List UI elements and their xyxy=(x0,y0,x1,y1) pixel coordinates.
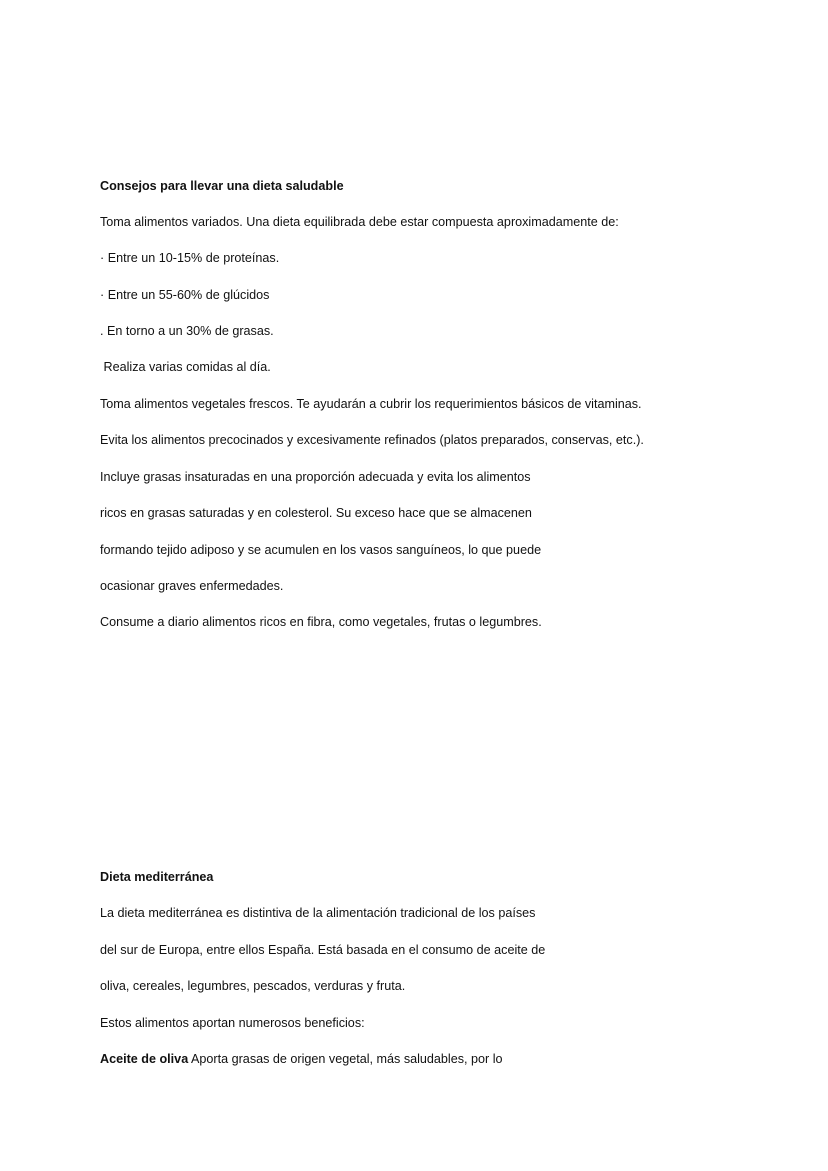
paragraph-line: formando tejido adiposo y se acumulen en los vasos sanguíneos, lo que puede xyxy=(100,543,542,557)
paragraph-line: ricos en grasas saturadas y en colesterol. Su exceso hace que se almacenen xyxy=(100,506,532,520)
section-heading: Dieta mediterránea xyxy=(100,870,214,884)
paragraph-line: La dieta mediterránea es distintiva de la alimentación tradicional de los países xyxy=(100,906,536,920)
paragraph-line: ocasionar graves enfermedades. xyxy=(100,579,284,593)
bold-term: Aceite de oliva xyxy=(100,1052,189,1066)
list-item: · Entre un 10-15% de proteínas. xyxy=(100,251,280,265)
section-heading: Consejos para llevar una dieta saludable xyxy=(100,179,344,193)
term-description: Aporta grasas de origen vegetal, más saludables, por lo xyxy=(188,1052,503,1066)
paragraph-line: Consume a diario alimentos ricos en fibra, como vegetales, frutas o legumbres. xyxy=(100,615,542,629)
paragraph-line: del sur de Europa, entre ellos España. Está basada en el consumo de aceite de xyxy=(100,943,546,957)
list-item: · Entre un 55-60% de glúcidos xyxy=(100,288,270,302)
paragraph-line xyxy=(100,1051,503,1067)
paragraph-line: Evita los alimentos precocinados y excesivamente refinados (platos preparados, conservas, etc.). xyxy=(100,433,644,447)
paragraph-line: Toma alimentos variados. Una dieta equilibrada debe estar compuesta aproximadamente de: xyxy=(100,215,619,229)
paragraph-line: oliva, cereales, legumbres, pescados, verduras y fruta. xyxy=(100,979,406,993)
paragraph-line: Toma alimentos vegetales frescos. Te ayudarán a cubrir los requerimientos básicos de vitaminas. xyxy=(100,397,642,411)
list-item: . En torno a un 30% de grasas. xyxy=(100,324,274,338)
paragraph-line: Estos alimentos aportan numerosos beneficios: xyxy=(100,1016,365,1030)
paragraph-line: Incluye grasas insaturadas en una proporción adecuada y evita los alimentos xyxy=(100,470,531,484)
paragraph-line: Realiza varias comidas al día. xyxy=(100,360,271,374)
